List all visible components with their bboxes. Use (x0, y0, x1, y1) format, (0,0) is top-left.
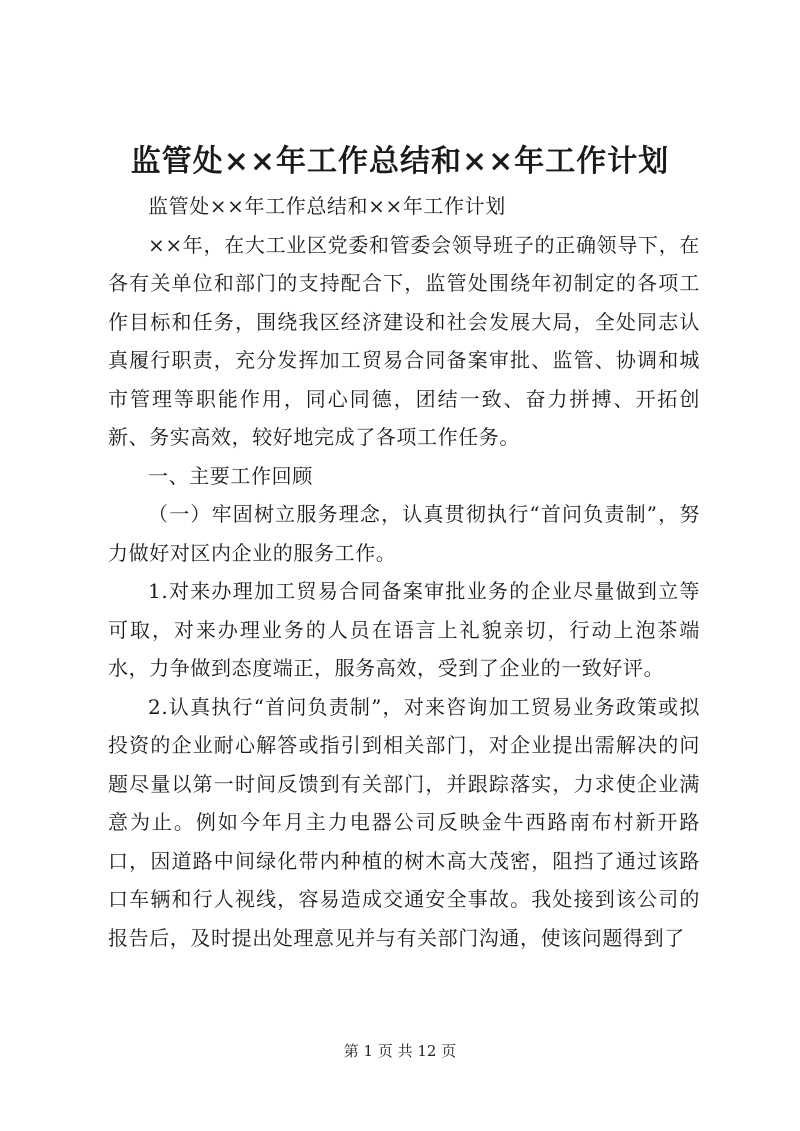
document-body (108, 187, 700, 957)
subtitle-paragraph: 监管处××年工作总结和××年工作计划 (148, 194, 506, 218)
page-number-footer: 第 1 页 共 12 页 (343, 1042, 457, 1060)
section-heading: 一、主要工作回顾 (148, 463, 313, 488)
subsection-heading: （一）牢固树立服务理念，认真贯彻执行“首问负责制”，努力做好对区内企业的服务工作。 (108, 502, 700, 565)
list-item-paragraph: 1.对来办理加工贸易合同备案审批业务的企业尽量做到立等可取，对来办理业务的人员在语言上礼貌亲切，行动上泡茶端水，力争做到态度端正，服务高效，受到了企业的一致好评。 (108, 579, 700, 680)
list-item-paragraph: 2.认真执行“首问负责制”，对来咨询加工贸易业务政策或拟投资的企业耐心解答或指引到相关部门，对企业提出需解决的问题尽量以第一时间反馈到有关部门，并跟踪落实，力求使企业满意为止。例如今年月主力电器公司反映金牛西路南布村新开路口，因道路中间绿化带内种植的树木高大茂密，阻挡了通过该路口车辆和行人视线，容易造成交通安全事故。我处接到该公司的报告后，及时提出处理意见并与有关部门沟通，使该问题得到了 (108, 694, 700, 950)
intro-paragraph: ××年，在大工业区党委和管委会领导班子的正确领导下，在各有关单位和部门的支持配合下，监管处围绕年初制定的各项工作目标和任务，围绕我区经济建设和社会发展大局，全处同志认真履行职责，充分发挥加工贸易合同备案审批、监管、协调和城市管理等职能作用，同心同德，团结一致、奋力拼搏、开拓创新、务实高效，较好地完成了各项工作任务。 (108, 232, 700, 449)
document-title: 监管处××年工作总结和××年工作计划 (130, 144, 670, 179)
